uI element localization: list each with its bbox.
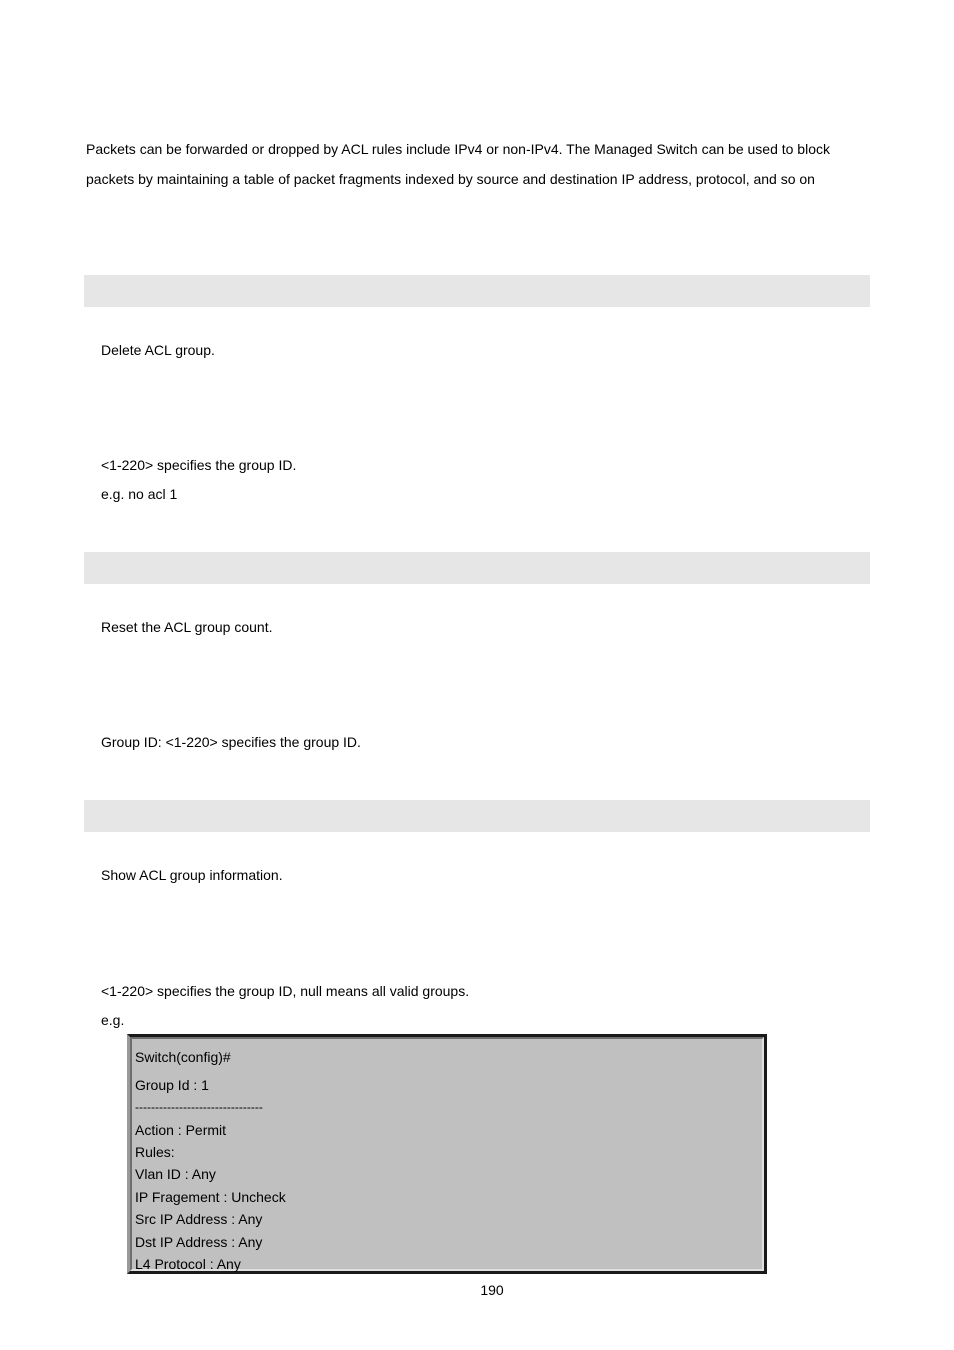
section3-parameter: <1-220> specifies the group ID, null means all valid groups.	[101, 983, 470, 999]
console-line: Action : Permit	[135, 1122, 227, 1138]
console-line: Switch(config)#	[135, 1049, 231, 1065]
section1-example: e.g. no acl 1	[101, 486, 178, 502]
page-number: 190	[480, 1282, 504, 1298]
console-line: Vlan ID : Any	[135, 1166, 216, 1182]
console-line: Rules:	[135, 1144, 175, 1160]
console-separator: --------------------------------	[135, 1100, 263, 1114]
console-output-box	[127, 1034, 767, 1274]
console-line: IP Fragement : Uncheck	[135, 1189, 286, 1205]
section-header-bar	[84, 552, 870, 584]
section3-description: Show ACL group information.	[101, 867, 283, 883]
console-line: Dst IP Address : Any	[135, 1234, 263, 1250]
section2-parameter: Group ID: <1-220> specifies the group ID.	[101, 734, 361, 750]
section1-description: Delete ACL group.	[101, 342, 215, 358]
intro-line-1: Packets can be forwarded or dropped by ACL rules include IPv4 or non-IPv4. The Managed Switch can be used to block	[86, 141, 830, 157]
console-output-panel	[130, 1037, 764, 1271]
section2-description: Reset the ACL group count.	[101, 619, 273, 635]
section-header-bar	[84, 800, 870, 832]
section3-example-label: e.g.	[101, 1012, 125, 1028]
console-line: Group Id : 1	[135, 1077, 209, 1093]
console-line: L4 Protocol : Any	[135, 1256, 241, 1272]
console-line: Src IP Address : Any	[135, 1211, 263, 1227]
section-header-bar	[84, 275, 870, 307]
intro-line-2: packets by maintaining a table of packet fragments indexed by source and destination IP address, protocol, and so on	[86, 171, 815, 187]
section1-parameter: <1-220> specifies the group ID.	[101, 457, 297, 473]
